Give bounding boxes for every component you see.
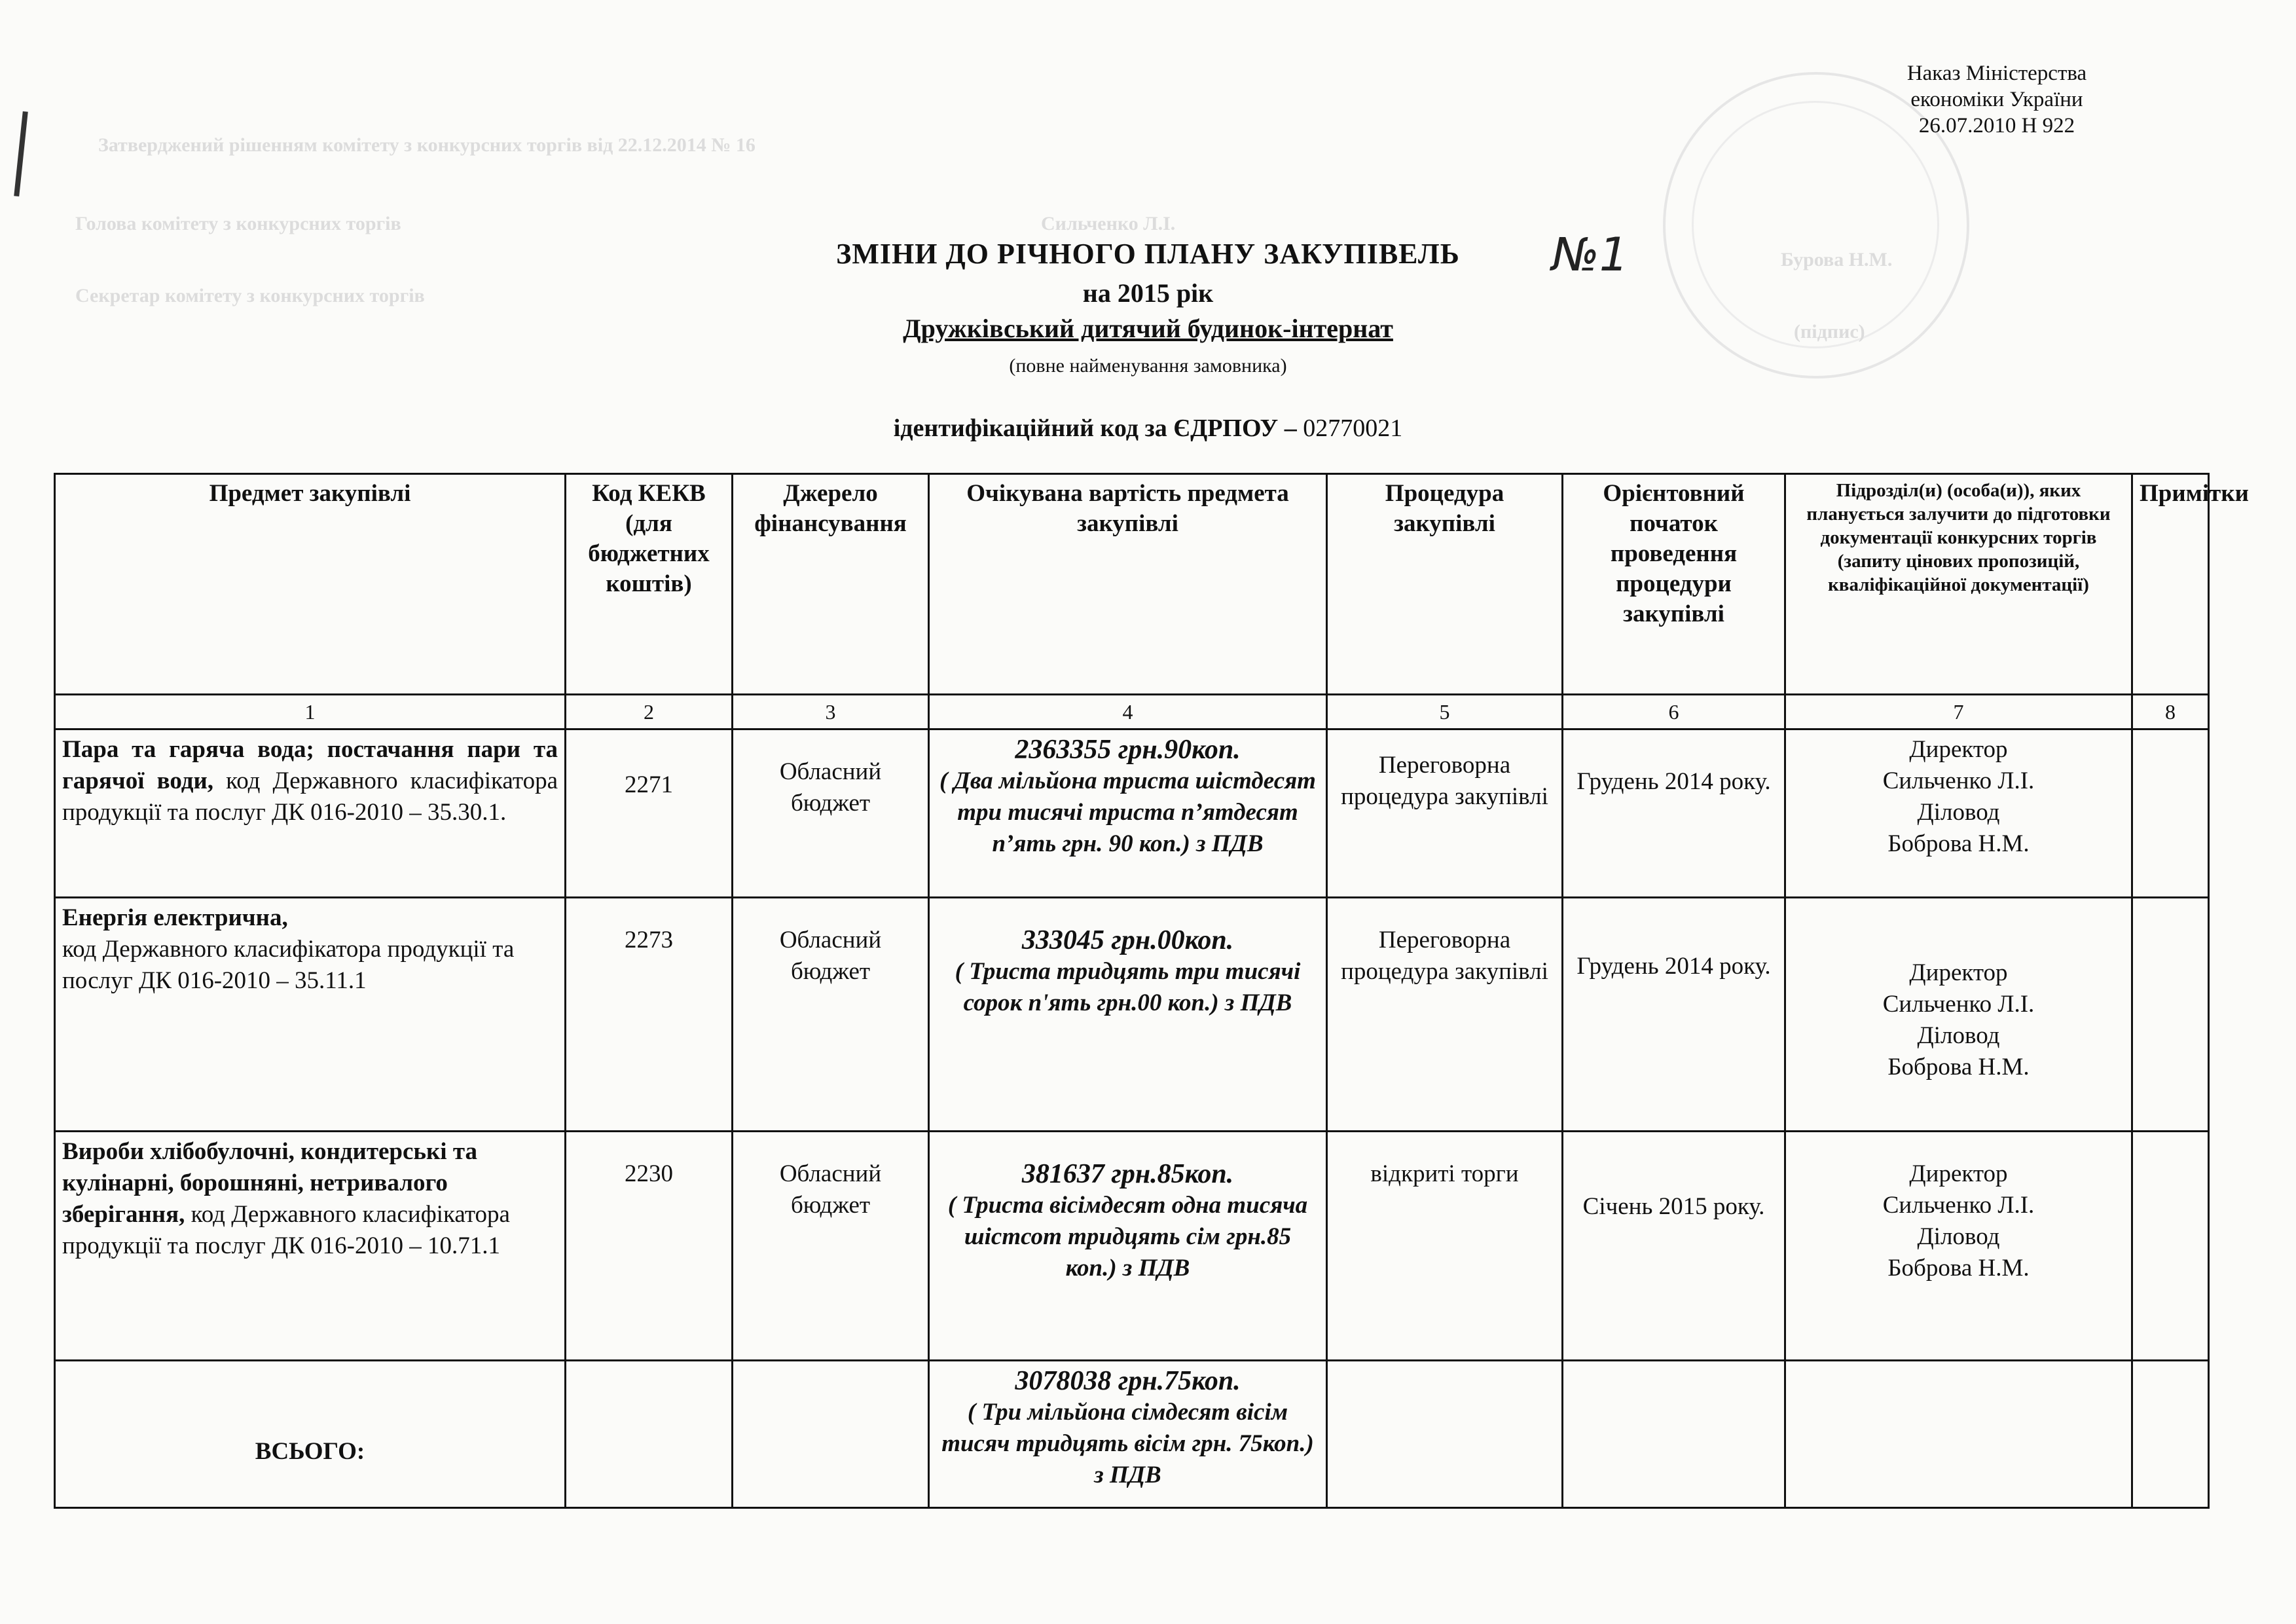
col-number: 7 — [1785, 695, 2132, 729]
col-number: 2 — [566, 695, 733, 729]
source-cell: Обласний бюджет — [733, 1132, 929, 1361]
total-empty-cell — [1785, 1361, 2132, 1508]
ghost-approval-line: Затверджений рішенням комітету з конкурсних торгів від 22.12.2014 № 16 — [98, 134, 756, 156]
column-number-row — [55, 695, 2209, 729]
total-cost-cell — [929, 1361, 1327, 1508]
cost-cell — [929, 898, 1327, 1132]
start-cell: Січень 2015 року. — [1563, 1132, 1785, 1361]
subject-bold: Енергія електрична, — [62, 904, 288, 931]
col-number: 1 — [55, 695, 566, 729]
order-line-3: 26.07.2010 Н 922 — [1918, 114, 2075, 138]
ghost-secretary-line: Секретар комітету з конкурсних торгів — [75, 285, 425, 306]
persons-cell — [1785, 729, 2132, 898]
start-cell: Грудень 2014 року. — [1563, 898, 1785, 1132]
header-kekv: Код КЕКВ (для бюджетних коштів) — [566, 474, 733, 695]
col-number: 5 — [1327, 695, 1563, 729]
subject-cell — [55, 898, 566, 1132]
person-line: Директор — [1909, 959, 2008, 986]
total-empty-cell — [566, 1361, 733, 1508]
header-source: Джерело фінансування — [733, 474, 929, 695]
person-line: Сильченко Л.І. — [1882, 991, 2035, 1018]
notes-cell — [2132, 1132, 2209, 1361]
edrpou-label: ідентифікаційний код за ЄДРПОУ – — [893, 415, 1297, 442]
margin-pen-mark — [14, 111, 28, 196]
person-line: Боброва Н.М. — [1887, 830, 2030, 857]
header-expected-cost: Очікувана вартість предмета закупівлі — [929, 474, 1327, 695]
order-line-1: Наказ Міністерства — [1906, 62, 2087, 85]
table-row — [55, 729, 2209, 898]
kekv-cell: 2273 — [566, 898, 733, 1132]
ghost-stamp-name: Бурова Н.М. — [1781, 249, 1893, 270]
kekv-cell: 2230 — [566, 1132, 733, 1361]
cost-amount: 2363355 грн.90коп. — [1015, 735, 1241, 765]
subject-cell — [55, 729, 566, 898]
col-number: 8 — [2132, 695, 2209, 729]
procedure-cell: відкриті торги — [1327, 1132, 1563, 1361]
person-line: Діловод — [1917, 1223, 2000, 1250]
table-row — [55, 898, 2209, 1132]
header-procedure: Процедура закупівлі — [1327, 474, 1563, 695]
header-responsible-persons: Підрозділ(и) (особа(и)), яких планується залучити до підготовки документації конкурсних торгів (запиту цінових пропозицій, кваліфікаційної документації) — [1785, 474, 2132, 695]
cost-cell — [929, 729, 1327, 898]
notes-cell — [2132, 729, 2209, 898]
subject-bold: Вироби хлібобулочні, кондитерські та кулінарні, борошняні, нетривалого зберігання, — [62, 1138, 477, 1228]
ghost-chair-name: Сильченко Л.І. — [1041, 213, 1176, 234]
start-cell: Грудень 2014 року. — [1563, 729, 1785, 898]
procedure-cell: Переговорна процедура закупівлі — [1327, 729, 1563, 898]
edrpou-code: 02770021 — [1303, 415, 1403, 442]
customer-name-note: (повне найменування замовника) — [1009, 355, 1287, 377]
col-number: 6 — [1563, 695, 1785, 729]
cost-amount: 381637 грн.85коп. — [1021, 1159, 1234, 1189]
table-row — [55, 1132, 2209, 1361]
document-title: ЗМІНИ ДО РІЧНОГО ПЛАНУ ЗАКУПІВЕЛЬ — [836, 238, 1460, 270]
cost-in-words: ( Триста вісімдесят одна тисяча шістсот тридцять сім грн.85 коп.) з ПДВ — [947, 1192, 1308, 1282]
person-line: Діловод — [1917, 799, 2000, 826]
col-number: 3 — [733, 695, 929, 729]
persons-cell — [1785, 1132, 2132, 1361]
source-cell: Обласний бюджет — [733, 729, 929, 898]
total-amount-in-words: ( Три мільйона сімдесят вісім тисяч тридцять вісім грн. 75коп.) з ПДВ — [941, 1399, 1314, 1488]
subject-bold: Пара та гаряча вода; постачання пари та гарячої води, — [62, 736, 558, 794]
ghost-chair-line: Голова комітету з конкурсних торгів — [75, 213, 401, 234]
kekv-cell: 2271 — [566, 729, 733, 898]
order-reference — [1879, 60, 2115, 139]
person-line: Сильченко Л.І. — [1882, 767, 2035, 794]
header-notes: Примітки — [2132, 474, 2209, 695]
procedure-cell: Переговорна процедура закупівлі — [1327, 898, 1563, 1132]
table-header-row — [55, 474, 2209, 695]
person-line: Боброва Н.М. — [1887, 1255, 2030, 1282]
subject-cell — [55, 1132, 566, 1361]
subject-code: код Державного класифікатора продукції та послуг ДК 016-2010 – 10.71.1 — [62, 1201, 510, 1259]
persons-cell — [1785, 898, 2132, 1132]
header-start-date: Орієнтовний початок проведення процедури закупівлі — [1563, 474, 1785, 695]
source-cell: Обласний бюджет — [733, 898, 929, 1132]
cost-cell — [929, 1132, 1327, 1361]
ghost-stamp-sign: (підпис) — [1794, 321, 1865, 342]
person-line: Сильченко Л.І. — [1882, 1192, 2035, 1219]
procurement-table — [54, 473, 2249, 1509]
cost-in-words: ( Два мільйона триста шістдесят три тисячі триста п’ятдесят п’ять грн. 90 коп.) з ПДВ — [939, 767, 1316, 857]
total-empty-cell — [1327, 1361, 1563, 1508]
cost-amount: 333045 грн.00коп. — [1021, 925, 1234, 955]
header-subject: Предмет закупівлі — [55, 474, 566, 695]
person-line: Боброва Н.М. — [1887, 1054, 2030, 1080]
subject-code: код Державного класифікатора продукції та послуг ДК 016-2010 – 35.11.1 — [62, 936, 515, 994]
person-line: Директор — [1909, 1160, 2008, 1187]
total-amount: 3078038 грн.75коп. — [1015, 1366, 1241, 1396]
total-row — [55, 1361, 2209, 1508]
total-empty-cell — [2132, 1361, 2209, 1508]
total-empty-cell — [733, 1361, 929, 1508]
notes-cell — [2132, 898, 2209, 1132]
handwritten-number-mark: №1 — [1552, 228, 1629, 282]
person-line: Директор — [1909, 736, 2008, 763]
person-line: Діловод — [1917, 1022, 2000, 1049]
cost-in-words: ( Триста тридцять три тисячі сорок п'ять грн.00 коп.) з ПДВ — [955, 958, 1301, 1016]
customer-name: Дружківський дитячий будинок-інтернат — [903, 314, 1393, 343]
plan-year: на 2015 рік — [1082, 278, 1214, 308]
order-line-2: економіки України — [1910, 88, 2083, 111]
total-label: ВСЬОГО: — [55, 1361, 566, 1508]
edrpou-line — [0, 414, 2296, 443]
subject-code: код Державного класифікатора продукції та послуг ДК 016-2010 – 35.30.1. — [62, 767, 558, 826]
col-number: 4 — [929, 695, 1327, 729]
total-empty-cell — [1563, 1361, 1785, 1508]
